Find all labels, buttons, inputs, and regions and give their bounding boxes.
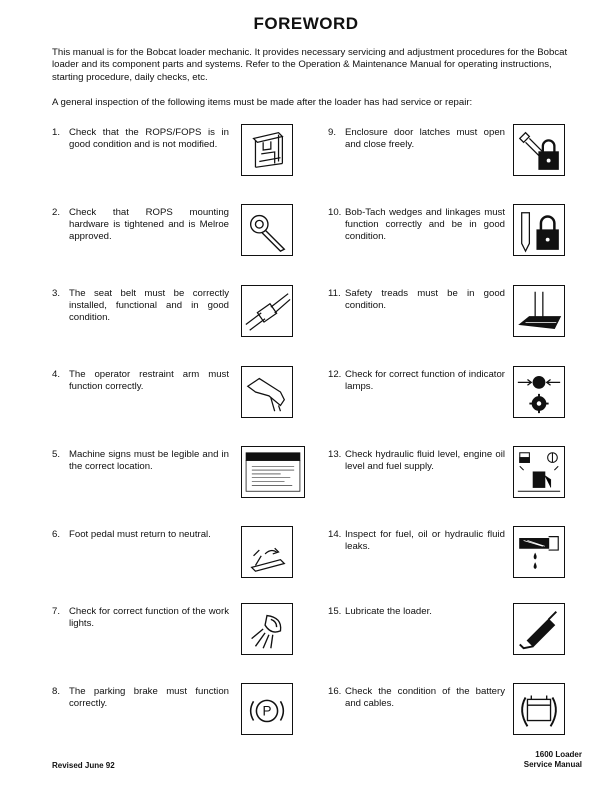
fluid-leak-icon bbox=[513, 526, 565, 578]
checklist-item: 1. Check that the ROPS/FOPS is in good condition and is not modified. bbox=[52, 127, 229, 150]
restraint-arm-icon bbox=[241, 366, 293, 418]
seat-belt-icon bbox=[241, 285, 293, 337]
loader-model: 1600 Loader bbox=[535, 750, 582, 759]
foot-pedal-icon bbox=[241, 526, 293, 578]
checklist-item: 14. Inspect for fuel, oil or hydraulic fluid leaks. bbox=[328, 529, 505, 552]
manual-footer bbox=[524, 750, 582, 770]
page-title: FOREWORD bbox=[253, 14, 359, 33]
svg-text:P: P bbox=[262, 703, 272, 719]
checklist-item: 15. Lubricate the loader. bbox=[328, 606, 432, 617]
wedge-lock-icon bbox=[513, 204, 565, 256]
checklist-item: 16. Check the condition of the battery and cables. bbox=[328, 686, 505, 709]
checklist-item: 12. Check for correct function of indicator lamps. bbox=[328, 369, 505, 392]
door-latch-lock-icon bbox=[513, 124, 565, 176]
checklist-item: 7. Check for correct function of the work lights. bbox=[52, 606, 229, 629]
checklist-item: 10. Bob-Tach wedges and linkages must function correctly and be in good condition. bbox=[328, 207, 505, 242]
checklist-item: 9. Enclosure door latches must open and close freely. bbox=[328, 127, 505, 150]
safety-tread-icon bbox=[513, 285, 565, 337]
checklist-item: 13. Check hydraulic fluid level, engine oil level and fuel supply. bbox=[328, 449, 505, 472]
parking-brake-icon bbox=[241, 683, 293, 735]
manual-name: Service Manual bbox=[523, 760, 582, 769]
checklist-item: 2. Check that ROPS mounting hardware is tightened and is Melroe approved. bbox=[52, 207, 229, 242]
intro-paragraph: This manual is for the Bobcat loader mechanic. It provides necessary servicing and adjustment procedures for the Bobcat loader and its component parts and systems. Refer to the Operation & Maintenance Manual for operating instructions, starting procedure, daily checks, etc. bbox=[52, 47, 568, 83]
wrench-bolt-icon bbox=[241, 204, 293, 256]
battery-icon bbox=[513, 683, 565, 735]
checklist-item: 4. The operator restraint arm must function correctly. bbox=[52, 369, 229, 392]
checklist-item: 6. Foot pedal must return to neutral. bbox=[52, 529, 211, 540]
indicator-lamp-icon bbox=[513, 366, 565, 418]
rops-frame-icon bbox=[241, 124, 293, 176]
checklist-item: 11. Safety treads must be in good condition. bbox=[328, 288, 505, 311]
inspection-intro: A general inspection of the following items must be made after the loader has had service or repair: bbox=[52, 97, 473, 108]
work-light-icon bbox=[241, 603, 293, 655]
fluid-level-icon bbox=[513, 446, 565, 498]
grease-gun-icon bbox=[513, 603, 565, 655]
checklist-item: 3. The seat belt must be correctly installed, functional and in good condition. bbox=[52, 288, 229, 323]
checklist-item: 8. The parking brake must function correctly. bbox=[52, 686, 229, 709]
machine-sign-icon bbox=[241, 446, 305, 498]
revision-date: Revised June 92 bbox=[52, 761, 115, 770]
checklist-item: 5. Machine signs must be legible and in the correct location. bbox=[52, 449, 229, 472]
